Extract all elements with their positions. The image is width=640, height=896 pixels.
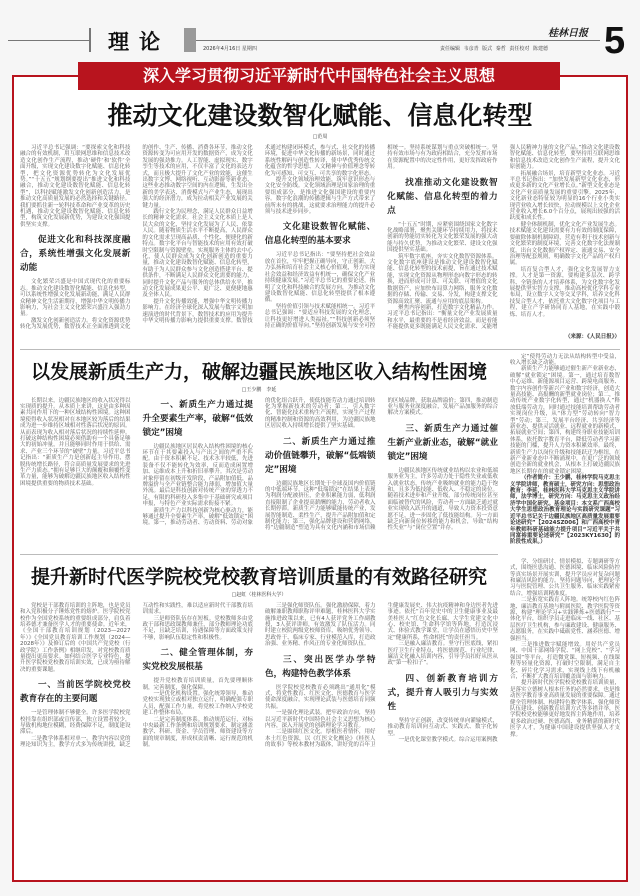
header-gray-block (184, 28, 196, 52)
subheading: 找准推动文化建设数智化赋能、信息化转型的着力点 (387, 177, 498, 216)
paragraph: 边疆民族地区传统就业结构以农业和低端服务业为主，许多劳动力处于隐性失业或低收入就业状态，传统产业吸纳就业的能力趋于饱和，且多为低技能、低收入、不稳定的岗位。随着技术进步和产业升级，部分传统岗位甚至面临被替代的风险，劳动者一方面缺乏通过就业实现收入跃升的通道，导致人力资本投资意愿不足，进一步固化了低技能结构。另一方面缺乏向新岗位转移的能力和机会，导致“结构性失业”与“岗位空置”并存。 (387, 467, 498, 532)
paragraph: 新质生产力能够通过催生新产业新业态，破解“就业锁定”困境。第一，通过培育数智中心运维、新能源项目运营、跨境电商服务、数字内容创作等新兴产业和数字经济，创造大量高技能、高报酬的新型就业岗位；第二，推动传统产业数字化转型，通过“机器换人”释放低端劳动力，同时通过技能培训帮助劳动者实现岗位升级，从“体力型”劳动转向“智力型”劳动；第三，发展平台经济、共享经济等新业态，提供灵活就业、远程就业的新模式，拓展就业空间；第四，构建终身职业技能培训体系，依托数字教育平台，降低劳动者学习新技能的门槛，提升人力资本积累效率。最终，新质生产力以岗位升级和技能跃迁为枢纽，在新产业新业态中不断涌现中，在更广泛的领域创造全新的就业机会，从根本上打破边疆民族地区长期存在的就业锁定困境。 (510, 366, 621, 475)
paragraph: 培育复合型人才，强化文化发展智力支撑。人才是第一资源，要构建多层次、跨学科、全链条的人才培养体系，为文化数字化发展提供坚实智力支撑。推动高校优化学科专业布局，设立数字人文等交叉学科，培养文化科技复合型人才，依托重大文化数字化项目与工程，建立产学研协同育人基地，在实践中锻炼、培育人才。 (509, 266, 620, 318)
editor-credits: 责任编辑 韦彦青 版式 秦哲 责任校对 陈建德 (440, 46, 548, 52)
subheading: 文化建设数智化赋能、信息化转型的基本要求 (264, 222, 376, 247)
theme-banner: 深入学习贯彻习近平新时代中国特色社会主义思想 (78, 62, 560, 90)
paragraph: 二是拓宽实践育人阵地。统筹校内红色阵地、廉洁教育基地与附属医院、教学医院等资源，构建“理论学习+实践锤炼+医德践行”一体化平台，组织学员走进临床一线、社区、基层医疗卫生机构，参与廉政建设、健康服务、志愿服务，在实践中砥砺党性、涵养医德、增强担当。 (510, 597, 621, 642)
paragraph: 党校是干部教育培训的主阵地，也是党员和入党积极分子锤炼党性的熔炉。医学院校党校作为全国党校系统的重要组成部分，肩负着培养德才兼备医学人才的重要使命。近年来，《全国干部教育培训规划（2023—2027年）》《全国党员教育培训工作规划（2024—2028年）》及修订后的《中国共产党党校（行政学院）工作条例》相继印发，对党校教育质量提出更高要求。如何结合医学专业特色，提升医学院校党校教育培训实效，已成为亟待解决的重要课题。 (20, 602, 131, 673)
paragraph: “十五五”时期，应紧密围绕国家文化数字化战略部署，聚焦关键环节持续用力，将技术创新的势能切实转化为文化繁荣发展的强大动能与持久优势，为推动文化繁荣、建设文化强国提供坚实基础。 (387, 221, 498, 254)
header-rule-left (8, 40, 90, 41)
article-3-headline: 提升新时代医学院校党校教育培训质量的有效路径研究 (30, 565, 487, 588)
article-3 (20, 559, 620, 749)
article-3-byline: □赵虹（桂林医科大学） (231, 591, 287, 598)
subheading: 二、健全管理体制，夯实党校发展根基 (142, 648, 253, 673)
paragraph: 三是强化师资队伍。强化激励保障，着力破解兼职教师职称评审难题，桂林医科大学实施推进政策以来，已有4人获评党务工作副教授，3人获评讲师，有效激发了队伍活力。同时建立校院两级党校师资库，吸纳优秀领导、思政骨干、临床专家、行业模范入库，打造政治强、业务精、作风正的专业化师资队伍。 (265, 602, 376, 648)
paragraph: 激发文化创新创造活力。将文化资源优势转化为发展优势，数智技术正全面渗透到文化的创作、生产、传播、消费各环节，推动文化资源转变为可应用开发的数据资产，成为文化发展的强劲推力。人工智能、虚拟现实、数字孪生等技术的应用，不仅丰富了文化的表达方式，而且极大提升了文化产业的效能，这催生出数字文博、网络视听、互动影游等新业态，这些业态推动数字空间的内在逻辑，生发出全新的美学表达、消费模式与产业生态，展现出强大的经济潜力，成为拉动相关产业发展的关键力量。 (20, 145, 253, 331)
paragraph: 三是师资队伍存在短板。党校教师多由党政干部和思政课教师兼任，部分教师理论功底不足，且缺乏培训，待遇保障等方面政策支持不够，影响队伍稳定性和积极性。 (142, 615, 253, 641)
paragraph: 习近平总书记强调：“要探索文化和科技融合的有效机制，用互联网思维和信息技术改造文化创作生产流程，推动‘硬件’和‘软件’全面升级，实现文化建设数字化赋能、信息化转型，把文化资源优势转化为文化发展优势。”“十五五”规划纲要提出“推进文化和科技融合，推动文化建设数智化赋能、信息化转型”，以科技赋能激发文化创新创造活力，是推动文化高质量发展的必然选择和关键路径。我们要抓住新一轮科技革命和产业变革的历史机遇，推动文化建设数智化赋能、信息化转型，构筑文化发展新优势，为建设文化强国提供坚实支撑。 (20, 145, 131, 228)
subheading: 一、新质生产力通过提升全要素生产率，破解“低效锁定”困境 (142, 399, 253, 438)
paragraph: 二是教学体系相对单一。教学内容以党的理论知识为主，教学方式多为传统讲授，缺乏互动性和实践性，难以适应新时代干部教育培训需求。 (20, 602, 253, 749)
paragraph: 学、分组研讨、情景模拟、专题调研等方式，围绕医患沟通、医德困境、临床风险防控等真实场景开展实训，提升学员应对复杂问题和廉洁风险的能力。坚持问题导向，把理论学习与医院管理、公共卫生服务、临床实践紧密结合，增强培训精准度。 (510, 558, 621, 597)
page-number: 5 (604, 20, 626, 62)
content-frame (12, 75, 628, 882)
masthead-logo: 桂林日报 (548, 28, 588, 39)
subheading: 一、当前医学院校党校教育存在的主要问题 (20, 680, 131, 705)
paragraph: 提升新时代医学院校党校教育培训质量，是落实立德树人根本任务的必然要求，也是推动医学教育事业高质量发展的重要保障。通过健全管理体制、构建特色教学体系、强化师资队伍建设、创新教育培训方式等多措并举，医学院校党校能够更好地发挥主阵地作用，培养更多政治过硬、医德高尚、业务精湛的新时代医学人才，为健康中国建设提供坚强人才支撑。 (510, 680, 621, 738)
paragraph: 长期以来，边疆民族地区的收入状况得以实现质的提升。从本质上来讲，这是由多种因素共同作用下的一种区域结构性困境。这种困境使得收入状况相对在本地区较为落后的结果成为进一步维持区域相对性落后状况的原因。从而表现为收入相对落后状况的持续性延伸。打破这种结构性困境必须借助有一个具备足够大的初始冲量，并且能够同时作用于供给、需求、产业三个环节的“破壁”力量。习近平总书记指出：“新质生产力是创新起主导作用，摆脱传统增长路径，符合高质量发展要求的先进生产力质态。”拥有足够巨大的颠覆和颠覆性变革力量，能够为破解边疆民族地区收入结构性困境提供重要的物质技术基础。 (20, 397, 131, 487)
article-divider (20, 554, 498, 555)
article-3-body (20, 603, 498, 749)
paragraph: 二是完善制度体系。推动规范运行，对标中央最新工作条例和培训规划要求，制定涵盖教学、科研、资金、学员管理、师资建设等方面的规章制度，形成权责清晰、运行规范的机制。 (142, 716, 253, 749)
article-2-byline: □王少鹏 李延 (241, 386, 277, 393)
paragraph: 践行文化为民理念，满足人民群众日益增长的精神文化需求。社会主义文化本质上是人民大众的文化，坚持文化发展为了人民、依靠人民。随着物质生活水平不断提高，人民群众的文化需求呈现高品质、个性化、便捷化的新特点。数字化平台与智能技术的应用有效打破时空限制与资源壁垒，实现服务主体的去中心化，使人民群众成为文化创新创造的重要力量，推动文化建设数智化赋能、信息化转型，有助于为人民群众参与文化创造搭建平台、提供条件，不断满足人民群众文化需要的能力，同时提升文化产品与服务的总体供给水平，推动文化发展成果更公平、更广泛、更便捷地惠及全体人民。 (142, 209, 253, 299)
article-2 (20, 354, 620, 546)
paragraph: 二是赓续红医文化。厚植医者情怀，用好本土红色资源，以《红医文化概论》《桂医人的故事》等校本教材为载体，讲好党的百年卫生健康发展史、伟大抗疫精神和身边医者先进事迹。依托“百年党史中的卫生健康事业及最美桂医人”红色文化长廊、大学生党建文化中心、校史馆、生命科学馆等阵地，打造沉浸式、体验式教学课堂，让学员在感悟历史中坚定“健康所系，性命相托”的责任担当。 (265, 602, 498, 749)
article-3-sidebar-column (510, 559, 620, 738)
article-1-headline: 推动文化建设数智化赋能、信息化转型 (107, 101, 533, 130)
paragraph: 健全体制机制，优化文化产业发展生态。技术赋能文化建设需要有力有效的制度保障，要破除体制机制障碍，营造有利于技术创新与文化繁荣的制度环境，完善文化数字化法规制度，出台文化数据产权界定、流通交易、安全治理等配套规则，明确数字文化产品的产权归属。 (509, 221, 620, 267)
paragraph: 医学院校党校教育必须跳出“通用化”模式，将党性教育、红医文化、医德教育与医学使命深度融合，实现理论武装与医德培育同频共振。 (265, 684, 376, 710)
header-tick (89, 28, 91, 52)
subheading: 二、新质生产力通过推动价值链攀升，破解“低端锁定”困境 (265, 436, 376, 475)
paragraph: 习近平总书记指出：“要坚持把社会效益放在首位，牢牢把握正确导向，守正创新，大力弘扬和培育社会主义核心价值观，努力实现社会效益和经济效益有机统一，确保文化产业持续健康发展。”习近平总书记的重要论述，指明了文化和科技融合的发展方向，为推动文化建设数智化赋能、信息化转型提供了根本遵循。 (264, 252, 376, 304)
paragraph: 定”使得劳动力无法从结构转型中受益，收入增长缺乏动能。 (510, 353, 620, 366)
paragraph: 筑牢数字底座，夯实文化数智资源体系。文化数字底座建设是推动文化建设数智化赋能、信息化转型的技术前提，旨在通过技术赋能，实现文化资源从物理形态向数字形态的转换，进而形成可计算、可关联、可增值的文化数据资产，应加快布局算力网络，服务文化数据的存储、传输、交易、分发，构建支撑文化资源高效汇聚、流通与应用的底层架构。 (387, 253, 498, 305)
article-divider (20, 349, 620, 350)
subheading: 四、创新教育培训方式，提升育人吸引力与实效性 (387, 673, 498, 712)
author-bio: （作者简介：王少鹏，桂林学院马克思主义学院讲师，教育硕士，研究方向：思想政治教育；李延，桂林医科大学马克思主义学院讲师，法学博士，研究方向：马克思主义政治经济学中国化研究。基金项目：本文系广西高校大学生思想政治教育理论与实践研究课题“习近平总书记关于边疆民族地区高质量发展重要论述研究”【2024SZ006】和广西高校中青年教师科研基础能力提升项目“习近平关于共同富裕重要论述研究”【2023KY1630】的阶段性成果。） (510, 475, 621, 546)
article-1-body (20, 145, 620, 331)
paragraph: 一是优化课堂教学模式。综合运用案例教 (398, 737, 498, 743)
article-2-headline: 以发展新质生产力，破解边疆民族地区收入结构性困境 (30, 360, 487, 383)
paragraph: 一是管理体制不够健全。许多医学院校党校挂靠在组织部或宣传部，独立设置者较少，导致机构地位模糊，经费保障不足，制度建设滞后。 (20, 710, 131, 736)
paragraph: 三是融入廉洁教育。坚守行医底线，紧扣医疗卫生行业特点，将医德规范、行业纪律、廉洁文化融入培训内容，引导学员扣好从医从政“第一粒扣子”。 (387, 641, 498, 667)
subheading: 促进文化和科技深度融合，系统性增强文化发展新动能 (20, 235, 131, 274)
paragraph: 文化繁荣兴盛是中国式现代化的重要标志。推动文化建设数智化赋能、信息化转型，可以系统性增强文化发展新动能，满足人民群众精神文化生活新期待，增强中华文明传播力影响力，为社会主义文化繁荣兴盛注入强劲力量。 (20, 279, 131, 318)
section-title: 理论 (108, 29, 170, 54)
paragraph: 提升党校教育培训质量，首先要理顺体制，完善制度，强化保障。 (142, 678, 253, 691)
paragraph: 坚持守正创新，改变传统单向灌输模式，推动教育培训向互动式、实践式、数字化转型。 (387, 717, 498, 737)
paragraph: 三是推进数字赋能增效。用好共产党员网、中国干部网络学院、“网上党校”、“学习强国”等平台，打造微党课、短视频、在线课程等轻量化资源，打破时空限制，满足自主化、碎片化学习需求，实现线上线下有机融合，不断扩大教育培训覆盖面与影响力。 (510, 642, 620, 681)
paragraph: 聚焦内容创新，打造数字文化精品力作。习近平总书记指出：“衡量文化产业发展质量和水平，最重要的不是看经济效益，而是看能不能提供更多既能满足人民文化需求、又能增强人民精神力量的文化产品。”推动文化建设数智化赋能、信息化转型，要坚持用互联网思维和信息技术改造文化创作生产流程，提升文化原创能力。 (387, 145, 620, 331)
paragraph: 一是强化理论武装。把牢政治方向，坚持以习近平新时代中国特色社会主义思想为核心内容，深入开展党的创新理论学习教育。 (265, 710, 376, 729)
paragraph: 新质生产力以科技创新为核心驱动力，能够通过提升全要素生产率，破解“低效锁定”困境。第一，推动劳动者、劳动资料、劳动对象的优化组合跃升，使低技能劳动力通过培训转化为掌握新技术的劳动者；第二，引入数字化、智能化技术重构生产流程，实现生产过程的精准控制和资源的高效利用，为边疆民族地区居民收入持续增长提供了坚实基础。 (142, 397, 376, 527)
paragraph: 拓展融合场景，培育新型文化业态。习近平总书记指出：“加快发展新型文化业态，形成更多新的文化产业增长点。”新型文化业态是文化产业高质量发展的重要引擎。2025年，文化新业态特征较为明显的16个行业小类实现营业收入增长较快，拉动规模以上文化企业营业收入增长6.0个百分点，展现出较强的活跃度和成长性。 (509, 170, 620, 222)
header-rule-main (196, 40, 600, 41)
article-1-source: （来源：《人民日报》） (564, 333, 620, 340)
paragraph: 边疆民族地区居民收入结构性困境的核心环节在于其要素投入与产出之间的严重不匹配。由于资本积累不足、技术水平较低，先进装备不仅不能转化为效率，反而造成闲置增加、运维成本上升和折旧率攀升。其次是劳动对象停留在初级开发阶段，产品附加值低，品牌溢价与全产业链整合能力薄弱，增加值大量外流。最后是科技创新对传统产业的穿透力不足，有限的科研投入多集中于基础研究或项目申报，与特色产业实际需求衔接不紧。 (142, 443, 253, 508)
paragraph: 提升文化领域治理效能，筑牢意识形态与文化安全防线。文化领域治理是国家治理的重要组成部分，是推进文化强国建设的重要内容。数字化浪潮的传播逻辑与生产方式带来了前所未有的挑战，这就要求治理能力的提升必须与技术进步同步。 (264, 177, 376, 216)
paragraph: 一是优化机构设置。强化统筹领导，推动党校实现独立或相对独立运行，明确配强专职人员，配强工作力量，将党校工作纳入学校党建工作整体布局。 (142, 690, 253, 717)
paragraph: 坚持价值引领与技术赋能相统一。习近平总书记强调：“要适应科技发展的文化理念，让科技更好增进人类福祉。”“科技创新必须坚持正确的价值导向。”坚持创新发展与安全可控相统一。坚持系统谋划与重点突破相统一。坚持有效市场与有为政府相结合，充分发挥市场在资源配置中的决定性作用，更好发挥政府作用。 (264, 145, 498, 329)
article-1 (20, 101, 620, 341)
paragraph: 边疆民族地区长期处于全球及国内价值链的中低端环节，这种“低端锁定”在结果上表现为利润分配被挤压，企业积累能力弱，低利润直接限制了企业提高薪酬的能力，劳动者收入长期停滞。新质生产力能够赋能传统产业，发展智能制造、柔性生产，提升产品附加值和定制化能力；第三，强化品牌建设和营销网络，将“边疆制造”塑造为具有文化内涵和市场信赖的区域品牌，获取品牌溢价；第四，推动制造业与服务业深度融合，发展产品加服务的综合解决方案模式。 (265, 397, 498, 532)
subheading: 三、突出医学办学特色，构建特色教学体系 (265, 654, 376, 679)
article-2-sidebar-column (510, 354, 620, 546)
subheading: 三、新质生产力通过催生新产业新业态，破解“就业锁定”困境 (387, 423, 498, 462)
article-1-byline: □范周 (312, 134, 328, 140)
issue-date: 2026年4月16日 星期四 (203, 46, 257, 52)
paragraph: 提升文化传播效能，增强中华文明传播力影响力。在经济全球化深入发展与数字文明加速演进的时代背景下，数智技术的应用为提升中华文明传播力影响力提供重要支撑。数智技术通过构建闭环模式，参与式、社交化的传播环境，促进中华文化传播的新场景，同时通过系统性解码与创造性转译，使中华优秀传统文化蕴含的哲学思想、人文精神与价值理念等转化为可感知、可交互、可共享的数字化形态。 (142, 145, 376, 324)
article-2-body (20, 398, 498, 532)
